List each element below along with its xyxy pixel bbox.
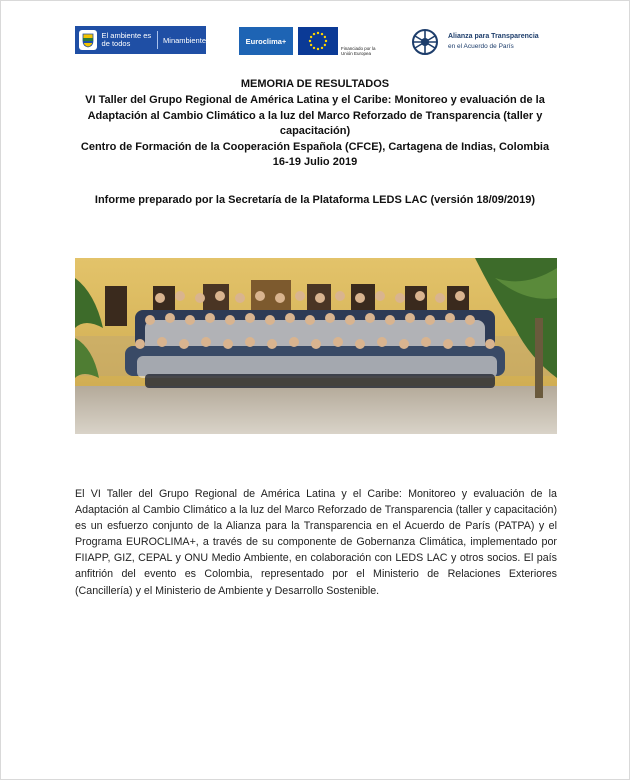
intro-paragraph: El VI Taller del Grupo Regional de América Latina y el Caribe: Monitoreo y evaluación de la Adaptación al Cambio Climático a la luz del Marco Reforzado de Transparencia (taller y capacitación) es un esfuerzo conjunto de la Alianza para la Transparencia en el Acuerdo de París (PATPA) y el Programa EUROCLIMA+, a través de su componente de Gobernanza Climática, implementado por FIIAPP, GIZ, CEPAL y ONU Medio Ambiente, en colaboración con LEDS LAC y otros socios. El país anfitrión del evento es Colombia, representado por el Ministerio de Relaciones Exteriores (Cancillería) y el Ministerio de Ambiente y Desarrollo Sostenible.: [75, 488, 557, 597]
document-subtitle: [70, 93, 560, 171]
logo-divider: [157, 31, 158, 49]
report-prepared-by: Informe preparado por la Secretaría de la Plataforma LEDS LAC (versión 18/09/2019): [94, 194, 536, 206]
group-photo: [75, 258, 557, 434]
subtitle-line: Adaptación al Cambio Climático a la luz del Marco Reforzado de Transparencia (taller y: [87, 109, 543, 122]
colombia-coat-of-arms-icon: [79, 30, 97, 50]
euroclima-name: Euroclima+: [245, 36, 287, 46]
minambiente-name: Minambiente: [163, 35, 206, 45]
eu-funding-caption: Financiado por la Unión Europea: [341, 46, 376, 56]
alianza-subtitle: en el Acuerdo de París: [448, 43, 514, 50]
minambiente-logo: [75, 26, 206, 54]
alianza-name: Alianza para Transparencia: [448, 33, 539, 40]
subtitle-line: Centro de Formación de la Cooperación Española (CFCE), Cartagena de Indias, Colombia: [80, 140, 550, 153]
subtitle-line: capacitación): [279, 125, 351, 138]
subtitle-line: 16-19 Julio 2019: [272, 156, 358, 169]
euroclima-logo: [239, 27, 293, 55]
subtitle-line: VI Taller del Grupo Regional de América Latina y el Caribe: Monitoreo y evaluación de la: [85, 94, 545, 106]
minambiente-slogan: El ambiente es de todos: [101, 31, 152, 48]
eu-flag-icon: [298, 27, 338, 55]
document-title: MEMORIA DE RESULTADOS: [240, 78, 390, 90]
alianza-globe-icon: [410, 27, 440, 57]
